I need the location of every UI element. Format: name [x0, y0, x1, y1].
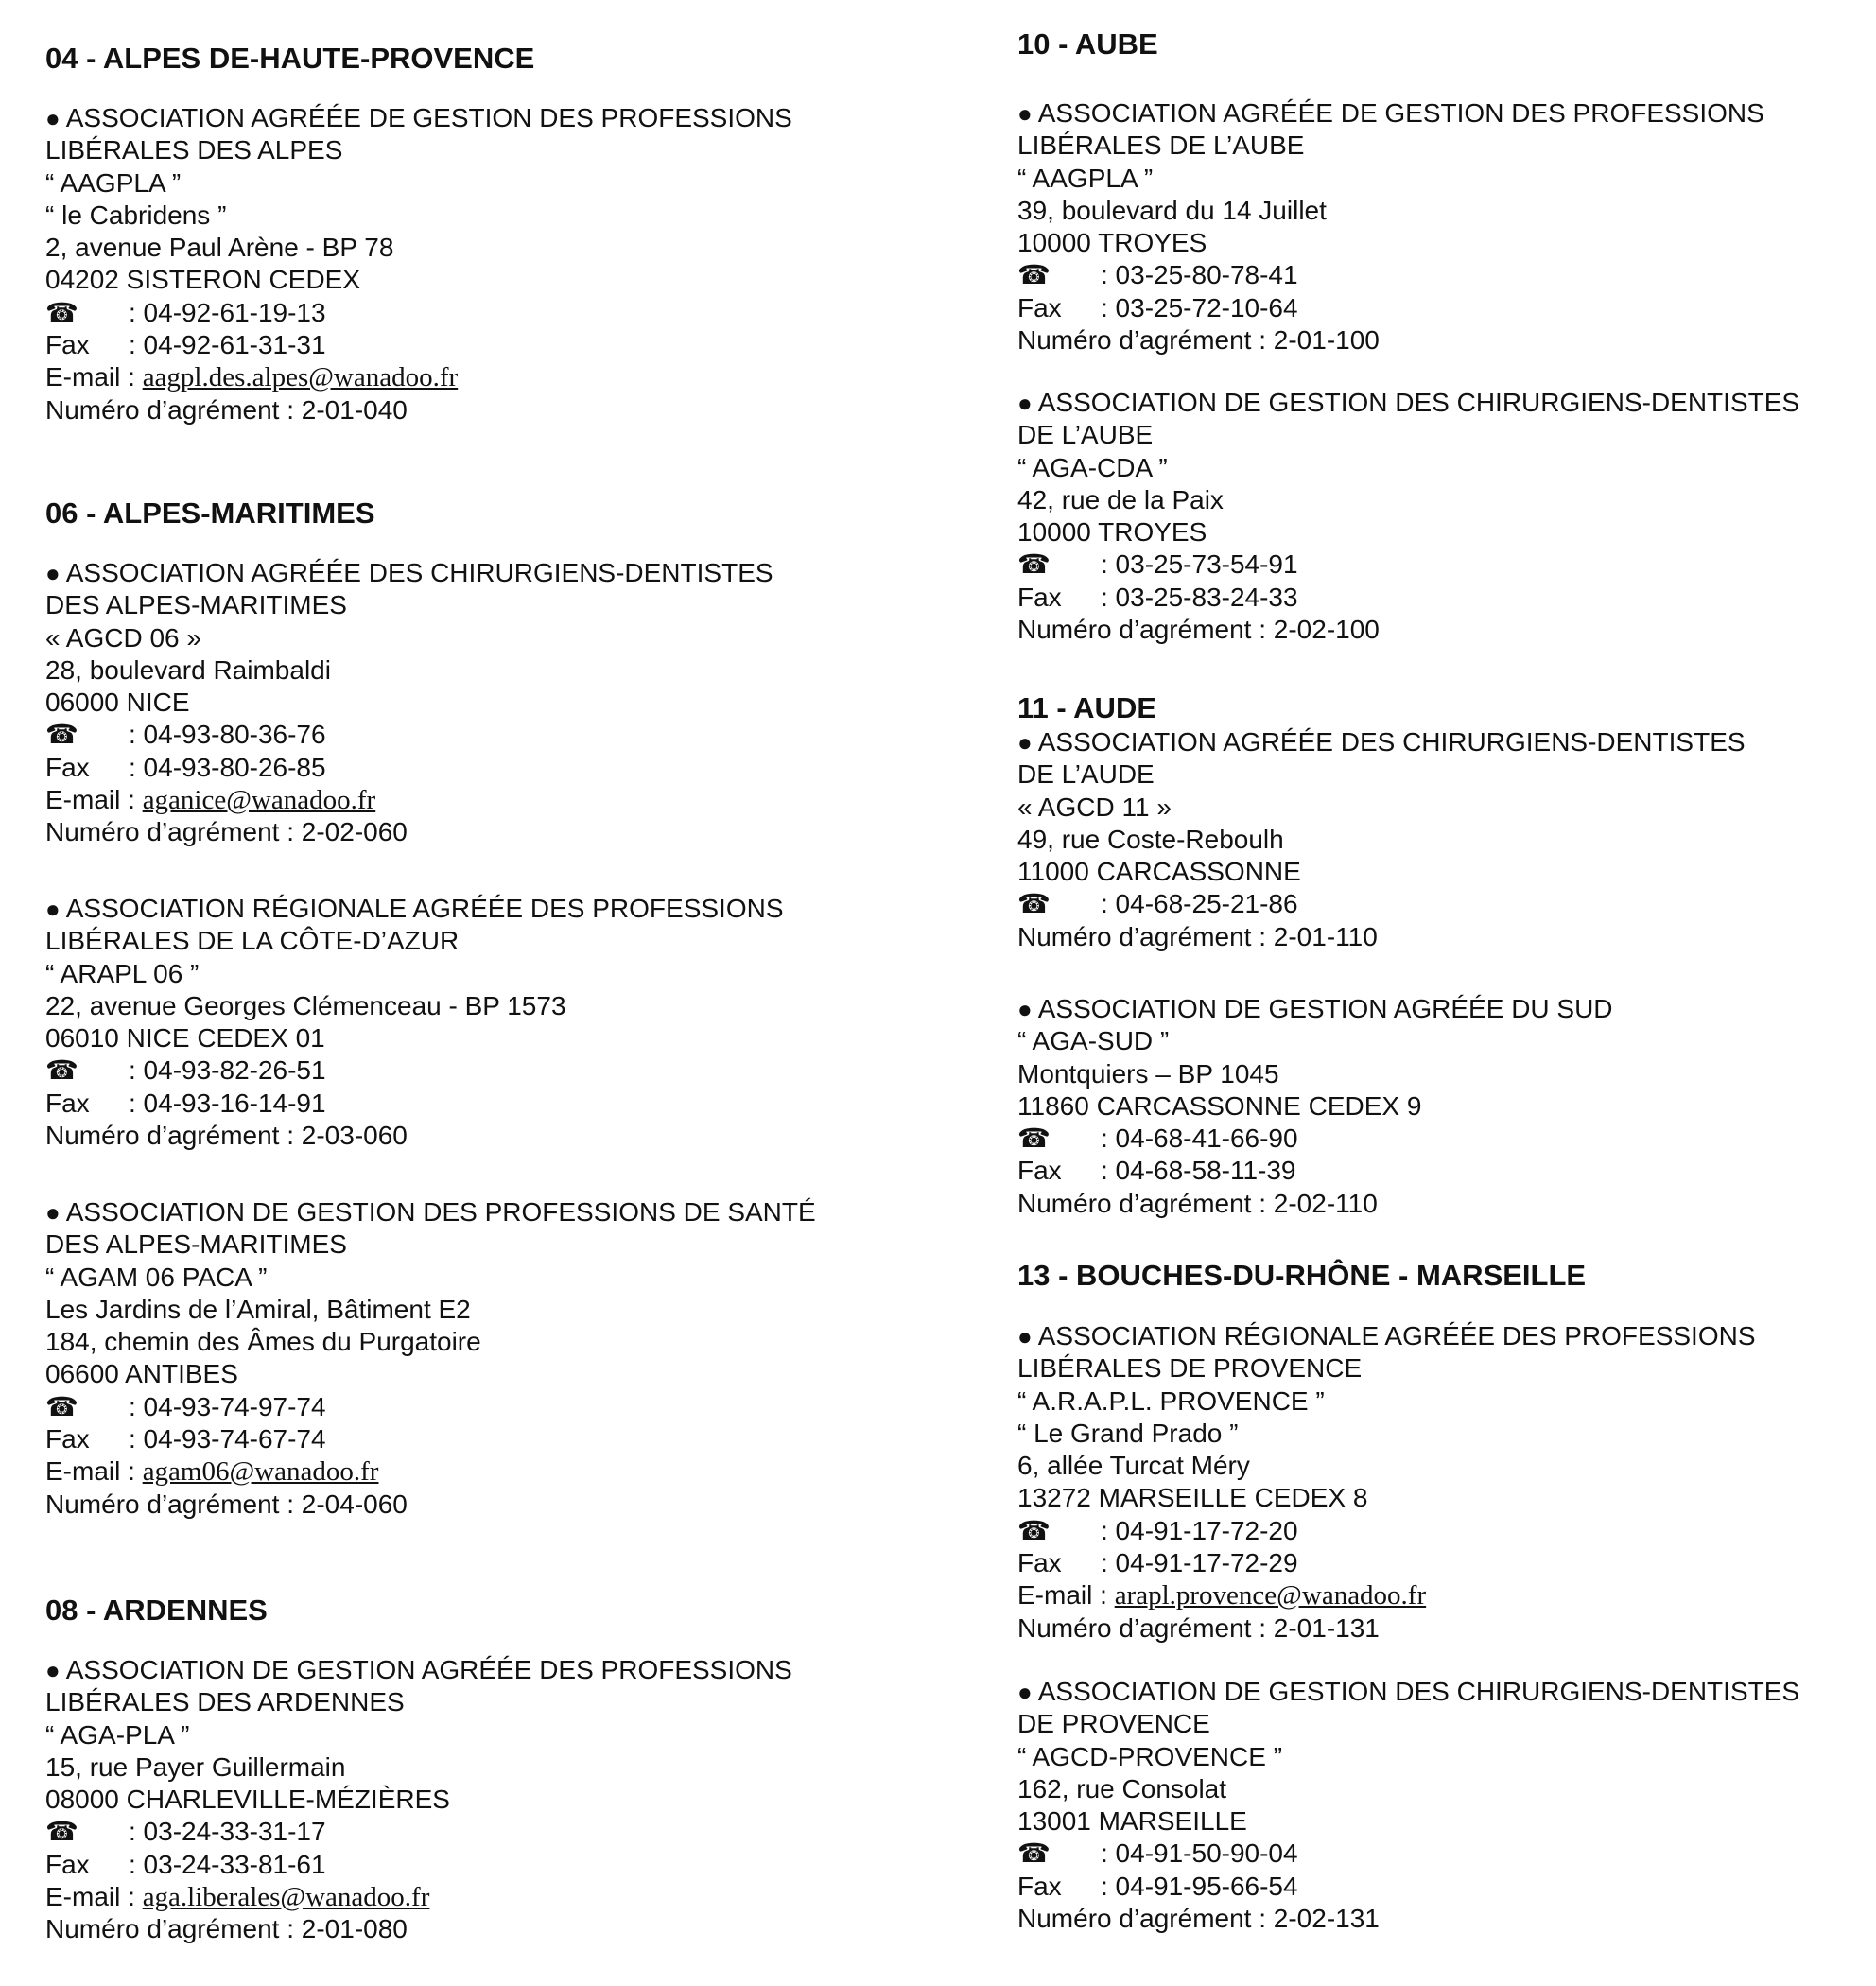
association-acronym: “ A.R.A.P.L. PROVENCE ”: [1017, 1385, 1325, 1416]
bullet-icon: ●: [45, 104, 61, 132]
telephone-icon: ☎: [1017, 889, 1051, 919]
association-name-text: LIBÉRALES DES ALPES: [45, 135, 343, 166]
address-line: Les Jardins de l’Amiral, Bâtiment E2: [45, 1294, 471, 1324]
phone-line: [1017, 259, 1764, 291]
association-acronym: “ ARAPL 06 ”: [45, 958, 200, 988]
association-name-line: [1017, 993, 1613, 1025]
agrement-number: Numéro d’agrément : 2-01-080: [45, 1914, 408, 1944]
association-entry: [1017, 1676, 1799, 1935]
email-link[interactable]: aga.liberales@wanadoo.fr: [142, 1882, 430, 1913]
phone-number: : 04-91-50-90-04: [1101, 1838, 1298, 1869]
association-name-text: LIBÉRALES DE L’AUBE: [1017, 131, 1305, 161]
email-label: E-mail :: [45, 1456, 135, 1487]
agrement-number: Numéro d’agrément : 2-02-110: [1017, 1188, 1378, 1218]
agrement-number: Numéro d’agrément : 2-02-060: [45, 817, 408, 847]
address-line: 162, rue Consolat: [1017, 1773, 1227, 1803]
association-entry: [1017, 1320, 1756, 1645]
fax-number: : 04-91-17-72-29: [1101, 1548, 1298, 1578]
email-link[interactable]: arapl.provence@wanadoo.fr: [1114, 1580, 1427, 1611]
fax-label: Fax: [45, 330, 90, 360]
phone-number: : 04-93-74-97-74: [129, 1391, 326, 1421]
department-heading: 10 - AUBE: [1017, 27, 1158, 61]
agrement-number: Numéro d’agrément : 2-02-100: [1017, 615, 1380, 645]
association-name-line: [45, 589, 773, 621]
association-name-line: [45, 925, 784, 957]
association-name-line: [1017, 1352, 1756, 1385]
address-line: Montquiers – BP 1045: [1017, 1058, 1279, 1089]
bullet-icon: ●: [1017, 995, 1033, 1023]
phone-number: : 04-92-61-19-13: [129, 297, 326, 327]
fax-label: Fax: [45, 752, 90, 782]
department-heading: 06 - ALPES-MARITIMES: [45, 496, 375, 530]
address-line: 06600 ANTIBES: [45, 1359, 238, 1389]
fax-line: [1017, 292, 1764, 324]
fax-label: Fax: [1017, 1156, 1062, 1186]
email-line: [45, 784, 773, 816]
fax-number: : 03-25-83-24-33: [1101, 582, 1298, 612]
association-name-text: DE PROVENCE: [1017, 1709, 1210, 1739]
bullet-icon: ●: [45, 1656, 61, 1684]
association-acronym: “ AAGPLA ”: [45, 167, 182, 198]
association-name-line: [45, 134, 792, 166]
association-acronym: « AGCD 11 »: [1017, 792, 1172, 822]
address-line: 2, avenue Paul Arène - BP 78: [45, 233, 394, 263]
phone-number: : 03-24-33-31-17: [129, 1817, 326, 1847]
association-name-line: [1017, 130, 1764, 162]
telephone-icon: ☎: [45, 1055, 78, 1086]
bullet-icon: ●: [1017, 389, 1033, 417]
association-name-text: ASSOCIATION DE GESTION DES CHIRURGIENS-DENTISTES: [1037, 1677, 1800, 1706]
agrement-number: Numéro d’agrément : 2-01-040: [45, 394, 408, 425]
association-entry: [45, 1196, 816, 1521]
fax-label: Fax: [1017, 582, 1062, 612]
fax-label: Fax: [1017, 1871, 1062, 1901]
telephone-icon: ☎: [45, 1817, 78, 1847]
fax-label: Fax: [45, 1424, 90, 1455]
department-heading: 11 - AUDE: [1017, 691, 1157, 724]
association-acronym: “ AGA-CDA ”: [1017, 452, 1168, 482]
bullet-icon: ●: [45, 559, 61, 587]
association-name-text: ASSOCIATION DE GESTION DES PROFESSIONS DE SANTÉ: [65, 1197, 816, 1227]
agrement-number: Numéro d’agrément : 2-04-060: [45, 1489, 408, 1519]
bullet-icon: ●: [45, 895, 61, 923]
telephone-icon: ☎: [1017, 549, 1051, 580]
association-acronym: “ AGCD-PROVENCE ”: [1017, 1741, 1283, 1771]
telephone-icon: ☎: [45, 720, 78, 750]
fax-line: [45, 752, 773, 784]
telephone-icon: ☎: [1017, 260, 1051, 290]
department-heading: 04 - ALPES DE-HAUTE-PROVENCE: [45, 42, 535, 75]
association-name-text: ASSOCIATION AGRÉÉE DE GESTION DES PROFESSIONS: [1037, 98, 1764, 128]
association-name-line: [1017, 387, 1799, 419]
association-acronym: « AGCD 06 »: [45, 622, 201, 653]
bullet-icon: ●: [45, 1198, 61, 1227]
agrement-number: Numéro d’agrément : 2-03-060: [45, 1121, 408, 1151]
association-name-text: DES ALPES-MARITIMES: [45, 590, 347, 620]
association-name-line: [1017, 1676, 1799, 1708]
fax-number: : 04-68-58-11-39: [1101, 1156, 1296, 1186]
association-name-text: ASSOCIATION AGRÉÉE DE GESTION DES PROFESSIONS: [65, 103, 792, 132]
phone-line: [1017, 1123, 1613, 1155]
association-name-line: [45, 102, 792, 134]
email-link[interactable]: aagpl.des.alpes@wanadoo.fr: [142, 362, 459, 393]
fax-number: : 03-24-33-81-61: [129, 1849, 326, 1879]
association-entry: [1017, 97, 1764, 357]
association-name-text: ASSOCIATION RÉGIONALE AGRÉÉE DES PROFESSIONS: [65, 894, 784, 923]
fax-line: [1017, 1155, 1613, 1187]
address-line: 13001 MARSEILLE: [1017, 1806, 1247, 1837]
address-line: 06000 NICE: [45, 688, 190, 718]
agrement-number: Numéro d’agrément : 2-02-131: [1017, 1904, 1380, 1934]
telephone-icon: ☎: [45, 297, 78, 327]
telephone-icon: ☎: [1017, 1838, 1051, 1869]
fax-number: : 04-93-16-14-91: [129, 1088, 326, 1118]
association-name-text: ASSOCIATION DE GESTION AGRÉÉE DES PROFESSIONS: [65, 1655, 792, 1684]
address-line: “ Le Grand Prado ”: [1017, 1418, 1239, 1448]
association-name-line: [1017, 1320, 1756, 1352]
address-line: 22, avenue Georges Clémenceau - BP 1573: [45, 990, 566, 1020]
fax-line: [45, 329, 792, 361]
association-acronym: “ AAGPLA ”: [1017, 163, 1154, 193]
email-label: E-mail :: [1017, 1580, 1107, 1611]
email-label: E-mail :: [45, 785, 135, 815]
association-name-line: [1017, 97, 1764, 130]
telephone-icon: ☎: [1017, 1515, 1051, 1545]
fax-line: [1017, 582, 1799, 614]
association-name-text: ASSOCIATION RÉGIONALE AGRÉÉE DES PROFESSIONS: [1037, 1321, 1756, 1350]
association-acronym: “ AGA-SUD ”: [1017, 1026, 1170, 1056]
fax-label: Fax: [1017, 292, 1062, 322]
phone-line: [1017, 1515, 1756, 1547]
fax-label: Fax: [45, 1088, 90, 1118]
phone-line: [1017, 549, 1799, 581]
address-line: 184, chemin des Âmes du Purgatoire: [45, 1327, 481, 1357]
association-entry: [1017, 387, 1799, 646]
association-name-line: [1017, 1708, 1799, 1740]
phone-number: : 04-68-25-21-86: [1101, 889, 1298, 919]
email-link[interactable]: aganice@wanadoo.fr: [142, 785, 376, 816]
bullet-icon: ●: [1017, 1678, 1033, 1706]
fax-number: : 03-25-72-10-64: [1101, 292, 1298, 322]
association-name-line: [45, 1654, 792, 1686]
address-line: 42, rue de la Paix: [1017, 484, 1224, 514]
address-line: 28, boulevard Raimbaldi: [45, 654, 331, 685]
association-acronym: “ AGA-PLA ”: [45, 1719, 190, 1750]
association-entry: [45, 557, 773, 849]
fax-label: Fax: [45, 1849, 90, 1879]
fax-line: [1017, 1547, 1756, 1579]
association-entry: [1017, 993, 1613, 1220]
phone-line: [1017, 888, 1746, 920]
association-acronym: “ AGAM 06 PACA ”: [45, 1262, 268, 1292]
association-entry: [45, 893, 784, 1152]
association-name-line: [45, 1228, 816, 1261]
phone-number: : 04-68-41-66-90: [1101, 1124, 1298, 1154]
association-name-text: ASSOCIATION DE GESTION DES CHIRURGIENS-DENTISTES: [1037, 388, 1800, 417]
association-name-text: DE L’AUBE: [1017, 420, 1154, 450]
association-name-text: ASSOCIATION AGRÉÉE DES CHIRURGIENS-DENTISTES: [65, 558, 773, 587]
phone-line: [1017, 1838, 1799, 1870]
association-entry: [1017, 726, 1746, 953]
email-line: [45, 1881, 792, 1913]
bullet-icon: ●: [1017, 728, 1033, 757]
association-name-text: DES ALPES-MARITIMES: [45, 1229, 347, 1260]
telephone-icon: ☎: [1017, 1124, 1051, 1154]
address-line: 49, rue Coste-Reboulh: [1017, 824, 1284, 854]
address-line: 15, rue Payer Guillermain: [45, 1751, 346, 1782]
association-name-text: DE L’AUDE: [1017, 759, 1155, 790]
bullet-icon: ●: [1017, 99, 1033, 128]
phone-number: : 03-25-73-54-91: [1101, 549, 1298, 580]
association-name-text: LIBÉRALES DE LA CÔTE-D’AZUR: [45, 926, 460, 956]
agrement-number: Numéro d’agrément : 2-01-110: [1017, 921, 1378, 951]
email-line: [45, 1455, 816, 1488]
fax-label: Fax: [1017, 1548, 1062, 1578]
phone-number: : 04-93-80-36-76: [129, 720, 326, 750]
phone-line: [45, 1054, 784, 1087]
association-name-text: LIBÉRALES DES ARDENNES: [45, 1687, 405, 1717]
association-entry: [45, 1654, 792, 1946]
email-line: [45, 361, 792, 393]
phone-line: [45, 719, 773, 751]
fax-line: [45, 1849, 792, 1881]
address-line: 10000 TROYES: [1017, 517, 1207, 548]
association-entry: [45, 102, 792, 427]
phone-number: : 03-25-80-78-41: [1101, 260, 1298, 290]
address-line: 39, boulevard du 14 Juillet: [1017, 195, 1327, 225]
association-name-line: [45, 1686, 792, 1718]
department-heading: 13 - BOUCHES-DU-RHÔNE - MARSEILLE: [1017, 1259, 1587, 1292]
association-name-line: [45, 557, 773, 589]
fax-line: [45, 1088, 784, 1120]
association-name-text: LIBÉRALES DE PROVENCE: [1017, 1353, 1363, 1384]
address-line: 11000 CARCASSONNE: [1017, 857, 1301, 887]
address-line: 10000 TROYES: [1017, 228, 1207, 258]
phone-number: : 04-91-17-72-20: [1101, 1515, 1298, 1545]
address-line: 11860 CARCASSONNE CEDEX 9: [1017, 1090, 1422, 1121]
agrement-number: Numéro d’agrément : 2-01-100: [1017, 325, 1380, 356]
phone-line: [45, 1391, 816, 1423]
association-name-line: [1017, 758, 1746, 791]
phone-line: [45, 1816, 792, 1848]
address-line: 08000 CHARLEVILLE-MÉZIÈRES: [45, 1785, 450, 1815]
association-name-text: ASSOCIATION DE GESTION AGRÉÉE DU SUD: [1037, 994, 1613, 1023]
fax-number: : 04-91-95-66-54: [1101, 1871, 1298, 1901]
email-label: E-mail :: [45, 1882, 135, 1912]
address-line: “ le Cabridens ”: [45, 200, 227, 230]
telephone-icon: ☎: [45, 1391, 78, 1421]
address-line: 06010 NICE CEDEX 01: [45, 1023, 325, 1054]
association-name-text: ASSOCIATION AGRÉÉE DES CHIRURGIENS-DENTISTES: [1037, 727, 1746, 757]
fax-number: : 04-93-80-26-85: [129, 752, 326, 782]
address-line: 04202 SISTERON CEDEX: [45, 265, 361, 295]
email-label: E-mail :: [45, 362, 135, 392]
association-name-line: [45, 1196, 816, 1228]
fax-line: [1017, 1871, 1799, 1903]
agrement-number: Numéro d’agrément : 2-01-131: [1017, 1612, 1380, 1643]
association-name-line: [1017, 726, 1746, 758]
address-line: 6, allée Turcat Méry: [1017, 1451, 1250, 1481]
association-name-line: [45, 893, 784, 925]
fax-number: : 04-92-61-31-31: [129, 330, 326, 360]
fax-number: : 04-93-74-67-74: [129, 1424, 326, 1455]
fax-line: [45, 1423, 816, 1455]
address-line: 13272 MARSEILLE CEDEX 8: [1017, 1483, 1368, 1513]
department-heading: 08 - ARDENNES: [45, 1594, 268, 1627]
email-link[interactable]: agam06@wanadoo.fr: [142, 1456, 379, 1488]
email-line: [1017, 1579, 1756, 1611]
phone-line: [45, 297, 792, 329]
association-name-line: [1017, 419, 1799, 451]
phone-number: : 04-93-82-26-51: [129, 1055, 326, 1086]
bullet-icon: ●: [1017, 1322, 1033, 1350]
